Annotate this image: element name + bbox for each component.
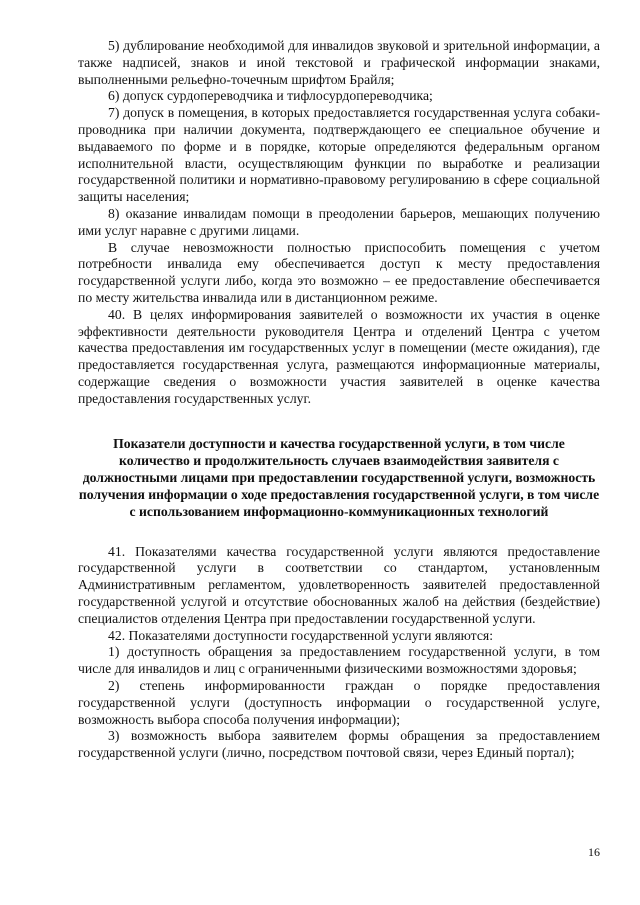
paragraph-indicator-3: 3) возможность выбора заявителем формы обращения за предоставлением государственной услуги (лично, посредством почтовой связи, через Единый портал);: [78, 728, 600, 761]
paragraph-indicator-2: 2) степень информированности граждан о порядке предоставления государственной услуги (доступность информации о государственной услуге, возможность выбора способа получения информации);: [78, 677, 600, 727]
spacer: [78, 408, 600, 435]
section-heading: Показатели доступности и качества государственной услуги, в том числе количество и продолжительность случаев взаимодействия заявителя с должностными лицами при предоставлении государственной услуги, возможность получения информации о ходе предоставления государственной услуги, в том числе с использованием информационно-коммуникационных технологий: [78, 435, 600, 519]
paragraph-clause-42: 42. Показателями доступности государственной услуги являются:: [108, 627, 493, 643]
paragraph-item-7: 7) допуск в помещения, в которых предоставляется государственная услуга собаки-проводника при наличии документа, подтверждающего ее специальное обучение и выдаваемого по форме и в порядке, которые определяются федеральным органом исполнительной власти, осуществляющим функции по выработке и реализации государственной политики и нормативно-правовому регулированию в сфере социальной защиты населения;: [78, 105, 600, 205]
paragraph-item-6: 6) допуск сурдопереводчика и тифлосурдопереводчика;: [108, 88, 433, 104]
page-number: 16: [588, 845, 600, 859]
paragraph-clause-41: 41. Показателями качества государственной услуги являются предоставление государственной услуги в соответствии со стандартом, установленным Административным регламентом, удовлетворенность заявителей предоставленной государственной услугой и отсутствие обоснованных жалоб на действия (бездействие) специалистов отделения Центра при предоставлении государственной услуги.: [78, 543, 600, 626]
spacer: [78, 520, 600, 544]
document-body: [78, 38, 600, 762]
paragraph-indicator-1: 1) доступность обращения за предоставлением государственной услуги, в том числе для инвалидов и лиц с ограниченными физическими возможностями здоровья;: [78, 644, 600, 677]
paragraph-item-5: 5) дублирование необходимой для инвалидов звуковой и зрительной информации, а также надписей, знаков и иной текстовой и графической информации знаками, выполненными рельефно-точечным шрифтом Брайля;: [78, 38, 600, 87]
paragraph-item-8: 8) оказание инвалидам помощи в преодолении барьеров, мешающих получению ими услуг наравне с другими лицами.: [78, 205, 600, 238]
paragraph-impossibility-case: В случае невозможности полностью приспособить помещения с учетом потребности инвалида ему обеспечивается доступ к месту предоставления государственной услуги либо, когда это возможно – ее предоставление обеспечивается по месту жительства инвалида или в дистанционном режиме.: [78, 239, 600, 305]
paragraph-clause-40: 40. В целях информирования заявителей о возможности их участия в оценке эффективности деятельности руководителя Центра и отделений Центра с учетом качества предоставления им государственных услуг в помещении (месте ожидания), где предоставляется государственная услуга, размещаются информационные материалы, содержащие сведения о возможности участия заявителей в оценке качества предоставления государственных услуг.: [78, 306, 600, 406]
